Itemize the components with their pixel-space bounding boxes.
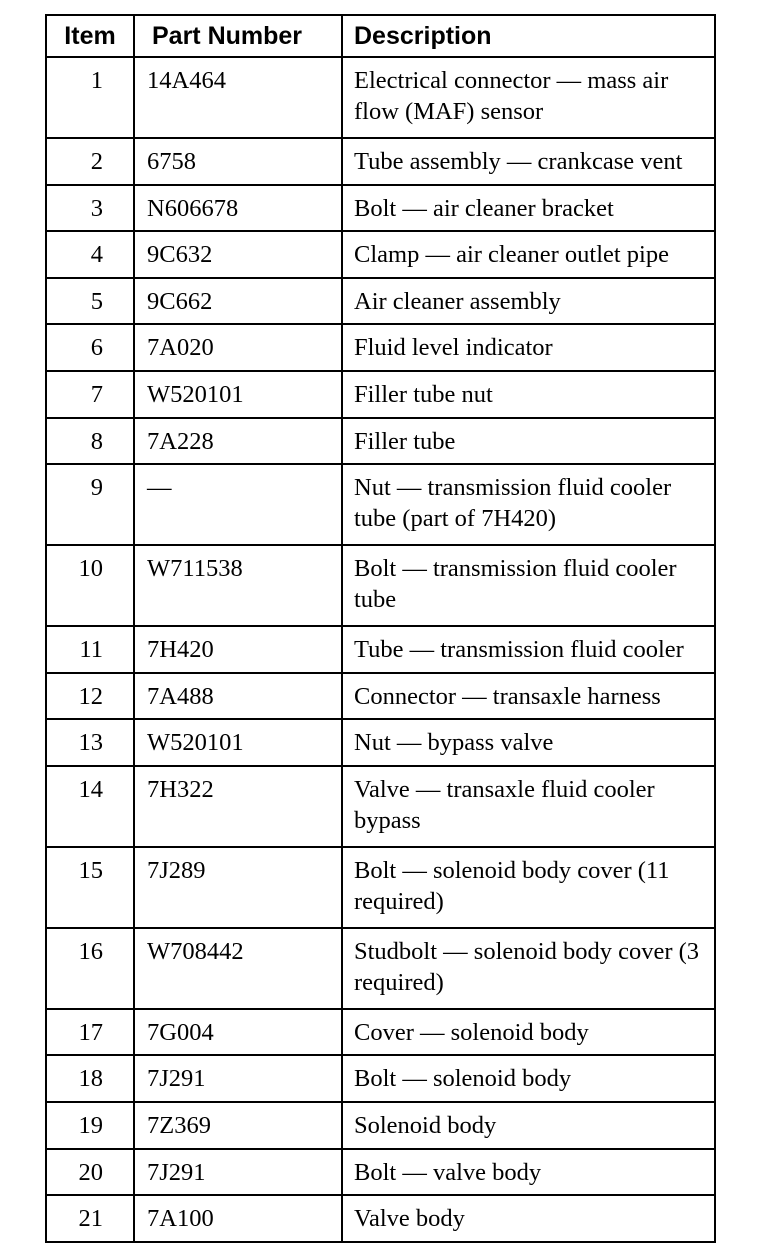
part-description: Studbolt — solenoid body cover (3 required): [342, 928, 715, 1009]
table-row: [46, 1055, 715, 1102]
part-number: 7A020: [134, 324, 342, 371]
part-description: Bolt — solenoid body: [342, 1055, 715, 1102]
part-number: W520101: [134, 371, 342, 418]
item-number: 16: [46, 928, 134, 1009]
part-description: Fluid level indicator: [342, 324, 715, 371]
item-number: 13: [46, 719, 134, 766]
part-number: 14A464: [134, 57, 342, 138]
table-row: [46, 324, 715, 371]
item-number: 18: [46, 1055, 134, 1102]
part-description: Nut — bypass valve: [342, 719, 715, 766]
header-part-number: Part Number: [134, 15, 342, 57]
table-row: [46, 231, 715, 278]
item-number: 3: [46, 185, 134, 232]
table-row: [46, 673, 715, 720]
part-number: 9C662: [134, 278, 342, 325]
part-description: Cover — solenoid body: [342, 1009, 715, 1056]
item-number: 12: [46, 673, 134, 720]
part-number: 6758: [134, 138, 342, 185]
part-description: Tube — transmission fluid cooler: [342, 626, 715, 673]
item-number: 17: [46, 1009, 134, 1056]
part-description: Nut — transmission fluid cooler tube (part of 7H420): [342, 464, 715, 545]
item-number: 20: [46, 1149, 134, 1196]
item-number: 11: [46, 626, 134, 673]
part-number: 9C632: [134, 231, 342, 278]
table-row: [46, 1009, 715, 1056]
item-number: 19: [46, 1102, 134, 1149]
item-number: 9: [46, 464, 134, 545]
part-description: Bolt — transmission fluid cooler tube: [342, 545, 715, 626]
part-number: 7A488: [134, 673, 342, 720]
table-row: [46, 1149, 715, 1196]
item-number: 14: [46, 766, 134, 847]
item-number: 8: [46, 418, 134, 465]
part-number: 7Z369: [134, 1102, 342, 1149]
part-number: 7G004: [134, 1009, 342, 1056]
part-number: 7A100: [134, 1195, 342, 1242]
part-description: Bolt — solenoid body cover (11 required): [342, 847, 715, 928]
item-number: 10: [46, 545, 134, 626]
table-row: [46, 1195, 715, 1242]
part-description: Valve body: [342, 1195, 715, 1242]
part-description: Solenoid body: [342, 1102, 715, 1149]
part-description: Filler tube: [342, 418, 715, 465]
header-description: Description: [342, 15, 715, 57]
table-row: [46, 766, 715, 847]
table-row: [46, 626, 715, 673]
table-row: [46, 418, 715, 465]
item-number: 6: [46, 324, 134, 371]
item-number: 7: [46, 371, 134, 418]
table-row: [46, 138, 715, 185]
table-row: [46, 1102, 715, 1149]
part-description: Bolt — valve body: [342, 1149, 715, 1196]
table-row: [46, 719, 715, 766]
table-row: [46, 185, 715, 232]
part-number: 7J289: [134, 847, 342, 928]
item-number: 1: [46, 57, 134, 138]
part-description: Filler tube nut: [342, 371, 715, 418]
part-description: Tube assembly — crankcase vent: [342, 138, 715, 185]
part-number: —: [134, 464, 342, 545]
item-number: 15: [46, 847, 134, 928]
table-row: [46, 57, 715, 138]
part-number: 7A228: [134, 418, 342, 465]
part-description: Bolt — air cleaner bracket: [342, 185, 715, 232]
part-number: 7H322: [134, 766, 342, 847]
part-number: N606678: [134, 185, 342, 232]
item-number: 2: [46, 138, 134, 185]
table-row: [46, 847, 715, 928]
header-item: Item: [46, 15, 134, 57]
part-number: W520101: [134, 719, 342, 766]
part-number: W711538: [134, 545, 342, 626]
part-number: 7J291: [134, 1149, 342, 1196]
part-description: Clamp — air cleaner outlet pipe: [342, 231, 715, 278]
part-number: W708442: [134, 928, 342, 1009]
item-number: 5: [46, 278, 134, 325]
parts-table: [45, 14, 716, 1243]
table-row: [46, 371, 715, 418]
header-row: [46, 15, 715, 57]
part-number: 7H420: [134, 626, 342, 673]
table-row: [46, 545, 715, 626]
part-description: Valve — transaxle fluid cooler bypass: [342, 766, 715, 847]
item-number: 21: [46, 1195, 134, 1242]
part-description: Connector — transaxle harness: [342, 673, 715, 720]
part-description: Air cleaner assembly: [342, 278, 715, 325]
table-row: [46, 278, 715, 325]
table-row: [46, 464, 715, 545]
item-number: 4: [46, 231, 134, 278]
table-row: [46, 928, 715, 1009]
part-number: 7J291: [134, 1055, 342, 1102]
part-description: Electrical connector — mass air flow (MAF) sensor: [342, 57, 715, 138]
